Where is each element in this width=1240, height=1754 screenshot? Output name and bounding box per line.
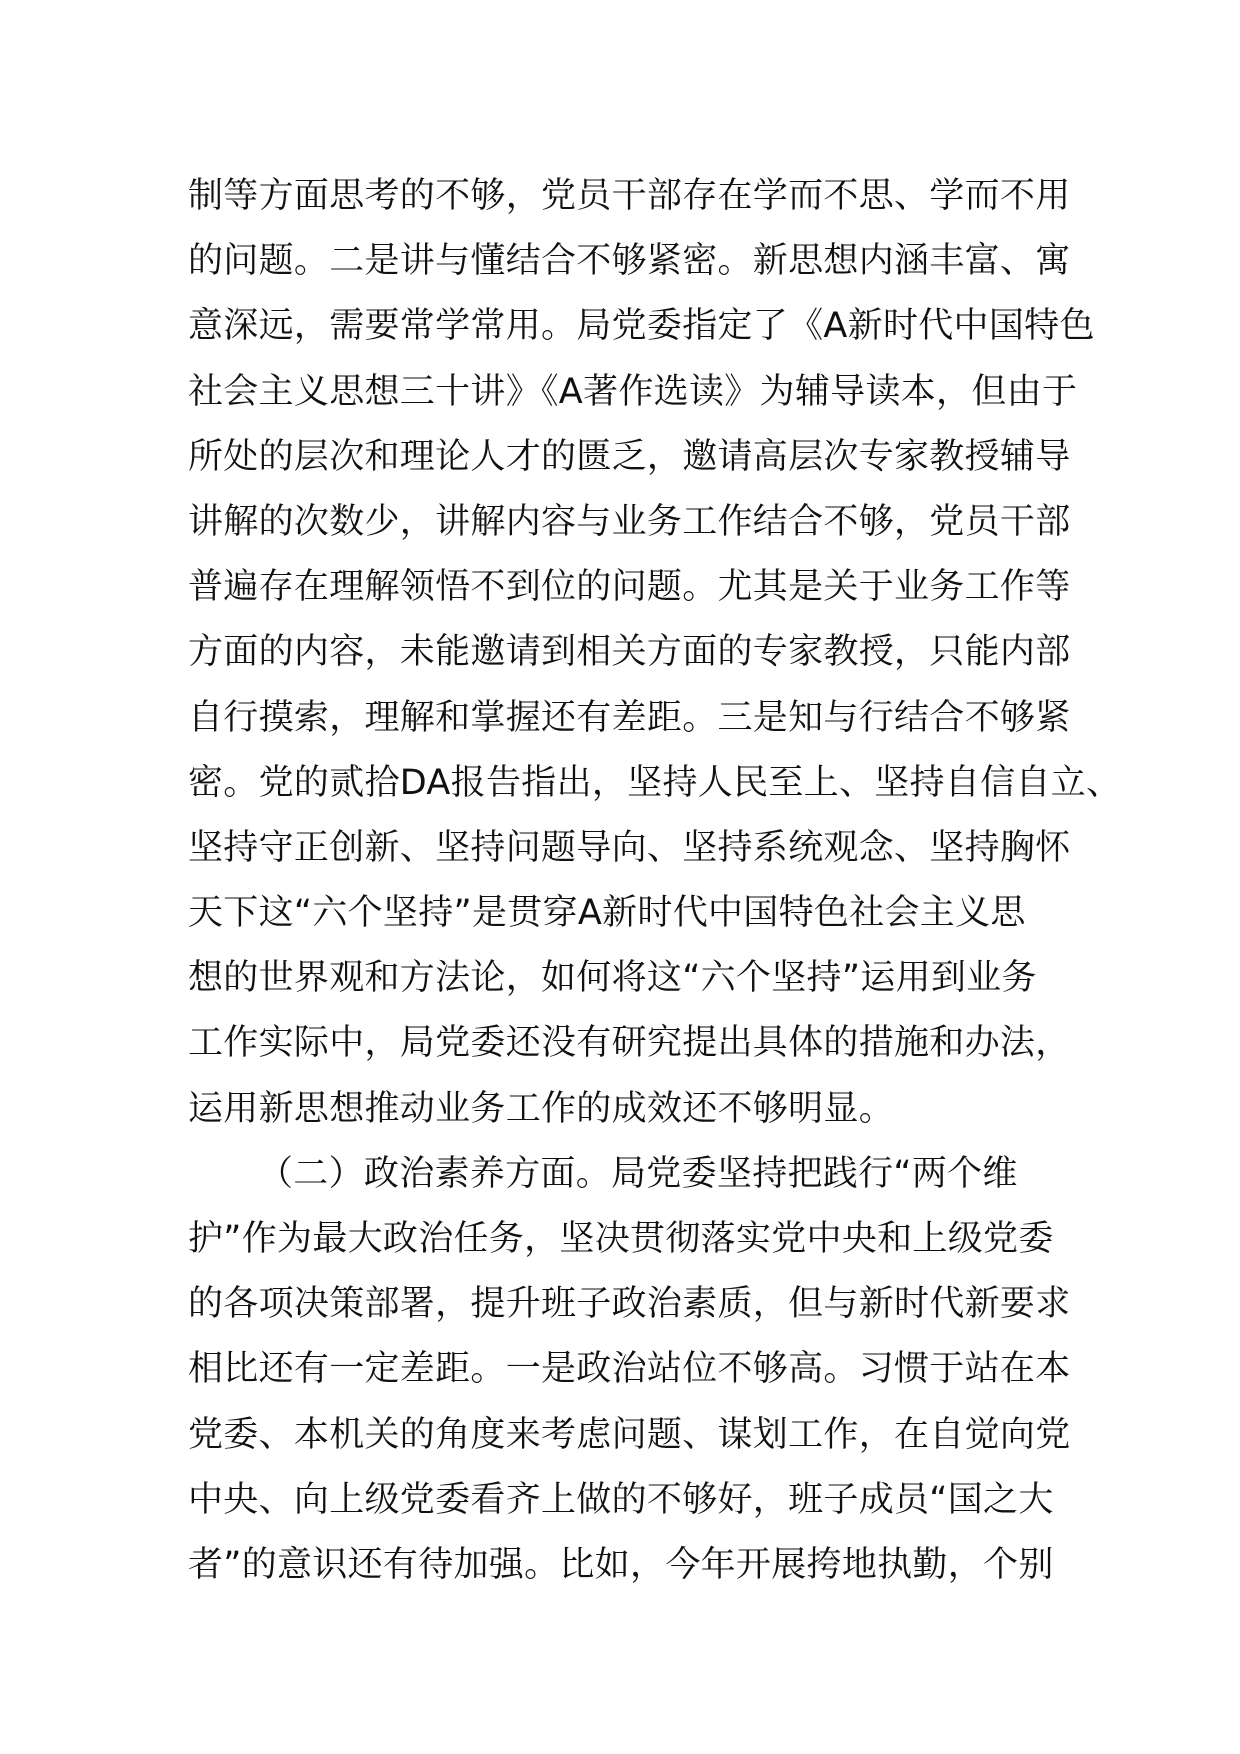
text-line: 工作实际中，局党委还没有研究提出具体的措施和办法， — [188, 1023, 1071, 1064]
text-line: 普遍存在理解领悟不到位的问题。尤其是关于业务工作等 — [188, 567, 1071, 608]
text-line: 运用新思想推动业务工作的成效还不够明显。 — [188, 1088, 895, 1129]
text-line: 者”的意识还有待加强。比如，今年开展挎地执勤，个别 — [188, 1544, 1054, 1585]
text-line: 意深远，需要常学常用。局党委指定了《A新时代中国特色 — [188, 306, 1095, 347]
text-line: （二）政治素养方面。局党委坚持把践行“两个维 — [258, 1153, 1018, 1194]
text-line: 的各项决策部署，提升班子政治素质，但与新时代新要求 — [188, 1284, 1071, 1325]
text-line: 中央、向上级党委看齐上做的不够好，班子成员“国之大 — [188, 1479, 1054, 1520]
text-line: 自行摸索，理解和掌握还有差距。三是知与行结合不够紧 — [188, 697, 1071, 738]
text-line: 的问题。二是讲与懂结合不够紧密。新思想内涵丰富、寓 — [188, 241, 1071, 282]
text-line: 密。党的贰拾DA报告指出，坚持人民至上、坚持自信自立、 — [188, 762, 1122, 803]
text-line: 讲解的次数少，讲解内容与业务工作结合不够，党员干部 — [188, 501, 1071, 542]
text-line: 制等方面思考的不够，党员干部存在学而不思、学而不用 — [188, 176, 1071, 216]
text-line: 相比还有一定差距。一是政治站位不够高。习惯于站在本 — [188, 1349, 1071, 1390]
body-text — [188, 164, 1122, 1598]
text-line: 方面的内容，未能邀请到相关方面的专家教授，只能内部 — [188, 632, 1071, 673]
text-line: 所处的层次和理论人才的匮乏，邀请高层次专家教授辅导 — [188, 436, 1071, 477]
text-line: 社会主义思想三十讲》《A著作选读》为辅导读本，但由于 — [188, 371, 1078, 412]
text-line: 党委、本机关的角度来考虑问题、谋划工作，在自觉向党 — [188, 1414, 1071, 1455]
text-line: 护”作为最大政治任务，坚决贯彻落实党中央和上级党委 — [188, 1219, 1054, 1259]
text-line: 坚持守正创新、坚持问题导向、坚持系统观念、坚持胸怀 — [188, 827, 1071, 868]
text-line: 想的世界观和方法论，如何将这“六个坚持”运用到业务 — [188, 958, 1037, 999]
text-line: 天下这“六个坚持”是贯穿A新时代中国特色社会主义思 — [188, 893, 1026, 934]
